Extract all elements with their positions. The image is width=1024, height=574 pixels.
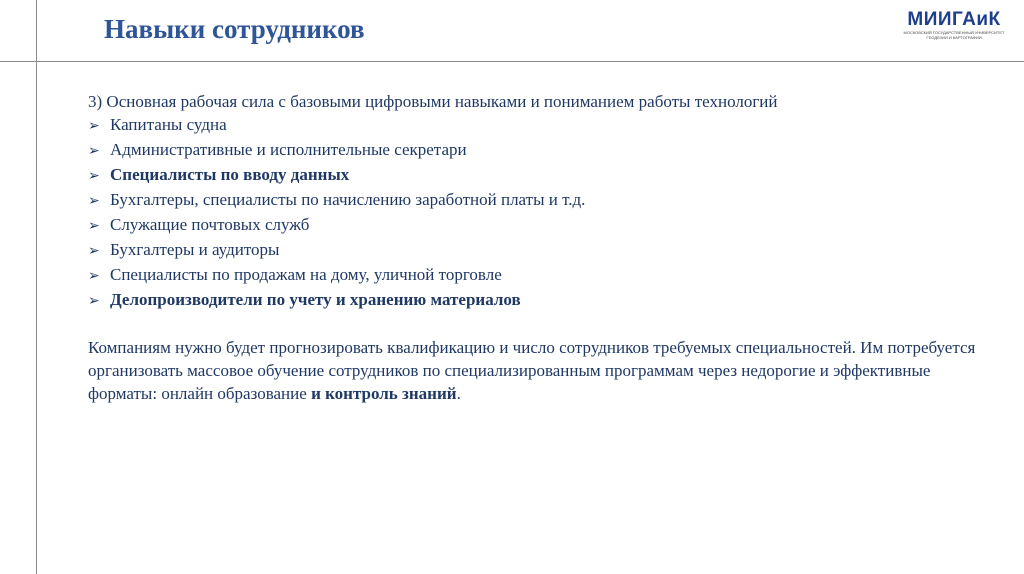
list-item-text: Капитаны судна [110, 115, 227, 134]
list-item-text: Бухгалтеры, специалисты по начислению заработной платы и т.д. [110, 190, 586, 209]
summary-bold-text: и контроль знаний [311, 384, 457, 403]
list-item-text: Служащие почтовых служб [110, 215, 310, 234]
skills-list [88, 113, 988, 313]
list-item-text: Специалисты по продажам на дому, уличной торговле [110, 265, 502, 284]
arrow-bullet-icon: ➢ [88, 193, 100, 209]
page-title: Навыки сотрудников [104, 14, 365, 44]
university-logo [894, 10, 1014, 46]
header-divider-line [0, 61, 1024, 62]
slide-content [88, 90, 988, 405]
list-item [88, 288, 988, 313]
logo-subtitle-line2: ГЕОДЕЗИИ И КАРТОГРАФИИ [926, 35, 982, 40]
intro-line: 3) Основная рабочая сила с базовыми цифровыми навыками и пониманием работы технологий [88, 92, 778, 111]
arrow-bullet-icon: ➢ [88, 218, 100, 234]
list-item [88, 238, 988, 263]
left-divider-line [36, 0, 37, 574]
summary-paragraph [88, 336, 988, 405]
logo-subtitle-line1: МОСКОВСКИЙ ГОСУДАРСТВЕННЫЙ УНИВЕРСИТЕТ [903, 30, 1005, 35]
list-item [88, 163, 988, 188]
summary-end: . [456, 384, 461, 403]
arrow-bullet-icon: ➢ [88, 143, 100, 159]
list-item [88, 188, 988, 213]
list-item-text: Бухгалтеры и аудиторы [110, 240, 280, 259]
list-item [88, 113, 988, 138]
summary-text: Компаниям нужно будет прогнозировать квалификацию и число сотрудников требуемых специальностей. Им потребуется организовать массовое обучение сотрудников по специализированным программам через недорогие и эффективные форматы: онлайн образование [88, 338, 976, 403]
list-item [88, 138, 988, 163]
arrow-bullet-icon: ➢ [88, 293, 100, 309]
arrow-bullet-icon: ➢ [88, 243, 100, 259]
list-item [88, 213, 988, 238]
list-item-text: Делопроизводители по учету и хранению материалов [110, 290, 521, 309]
arrow-bullet-icon: ➢ [88, 118, 100, 134]
list-item-text: Административные и исполнительные секретари [110, 140, 467, 159]
logo-wordmark: МИИГАиК [907, 9, 1001, 30]
list-item-text: Специалисты по вводу данных [110, 165, 350, 184]
list-item [88, 263, 988, 288]
arrow-bullet-icon: ➢ [88, 168, 100, 184]
arrow-bullet-icon: ➢ [88, 268, 100, 284]
